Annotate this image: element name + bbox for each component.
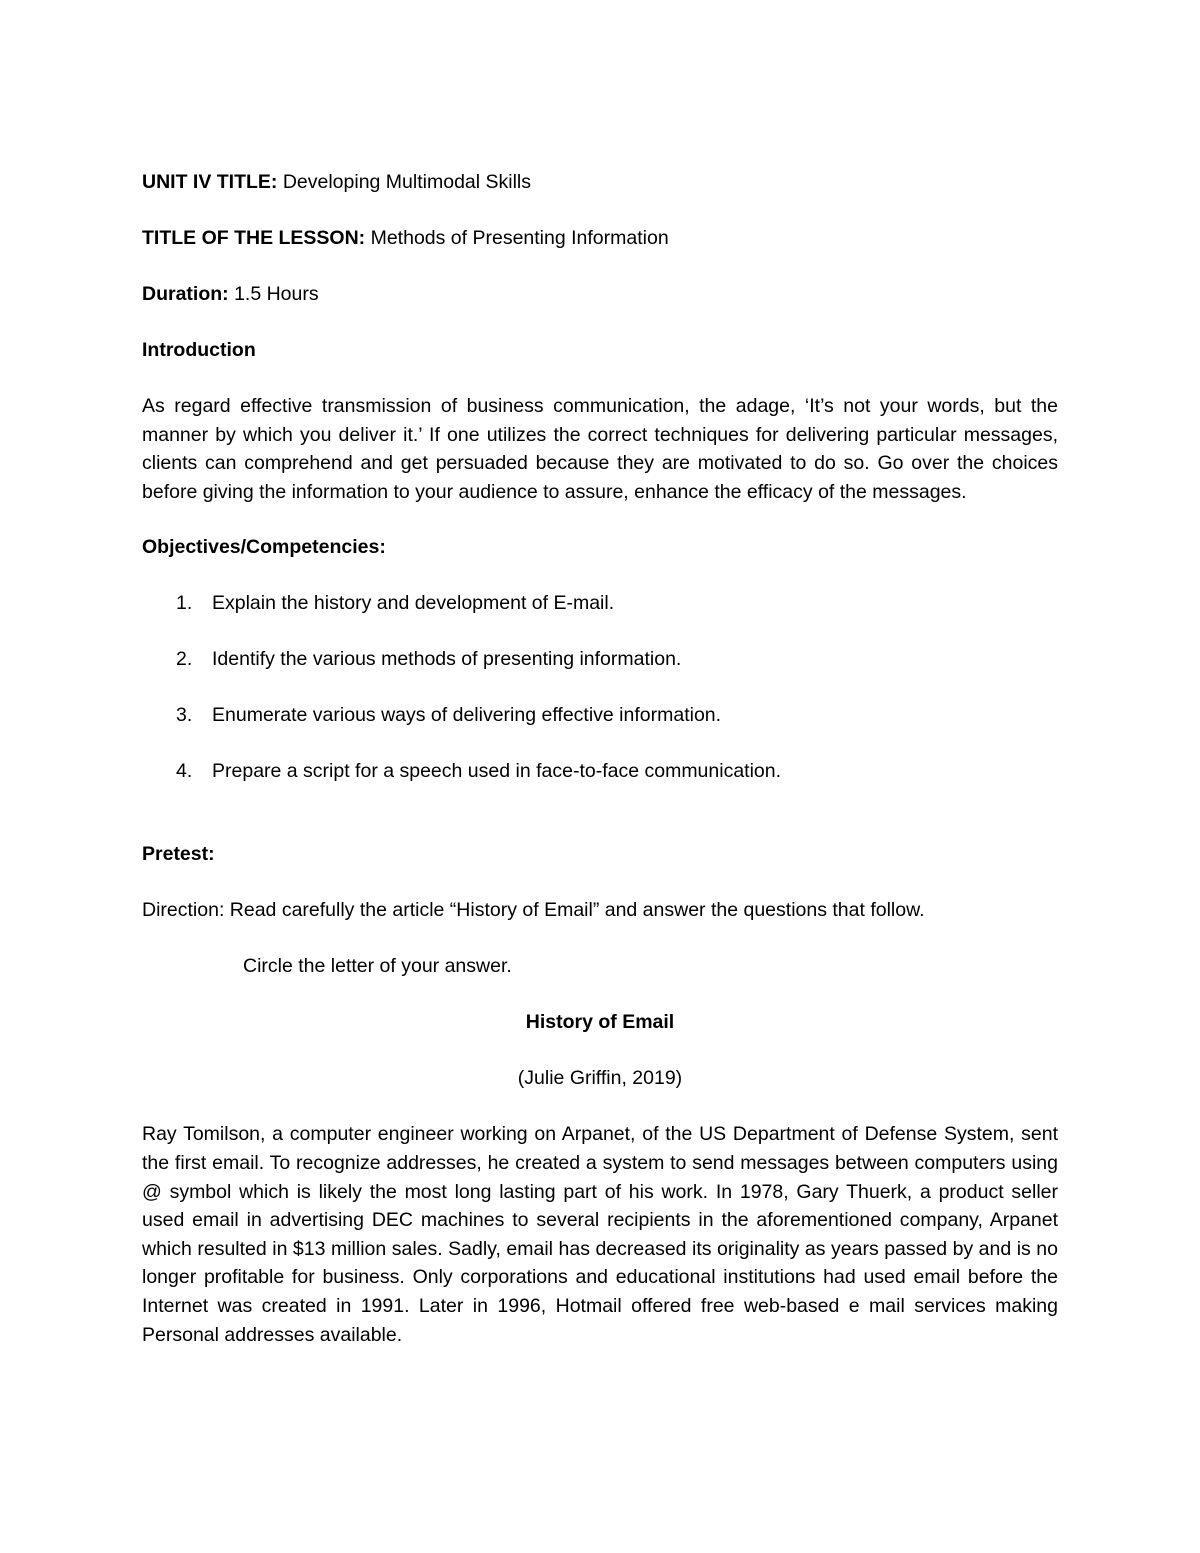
unit-title-value: Developing Multimodal Skills: [277, 171, 532, 193]
duration-label: Duration:: [142, 283, 229, 305]
pretest-instruction: Circle the letter of your answer.: [243, 955, 512, 978]
list-item: 1. Explain the history and development of E-mail.: [176, 592, 615, 615]
lesson-title-label: TITLE OF THE LESSON:: [142, 227, 366, 249]
introduction-heading: Introduction: [142, 339, 256, 361]
introduction-body: As regard effective transmission of business communication, the adage, ‘It’s not your words, but the manner by which you deliver it.’ If one utilizes the correct techniques for delivering particular messages, clients can comprehend and get persuaded because they are motivated to do so. Go over the choices before giving the information to your audience to assure, enhance the efficacy of the messages.: [142, 395, 1058, 503]
list-item: 4. Prepare a script for a speech used in face-to-face communication.: [176, 760, 782, 783]
article-title: History of Email: [525, 1011, 675, 1034]
document-page: [142, 168, 1058, 1349]
unit-title-label: UNIT IV TITLE:: [142, 171, 278, 193]
list-item: 3. Enumerate various ways of delivering effective information.: [176, 704, 722, 727]
objectives-heading: Objectives/Competencies:: [142, 536, 386, 559]
duration-line: [142, 280, 1058, 309]
lesson-title-value: Methods of Presenting Information: [365, 227, 669, 249]
objectives-list: [142, 589, 1058, 786]
pretest-heading: Pretest:: [142, 843, 215, 866]
lesson-title-line: [142, 224, 1058, 253]
unit-title-line: [142, 168, 1058, 197]
pretest-direction: Direction: Read carefully the article “History of Email” and answer the questions that follow.: [142, 899, 925, 922]
article-body: Ray Tomilson, a computer engineer working on Arpanet, of the US Department of Defense System, sent the first email. To recognize addresses, he created a system to send messages between computers using @ symbol which is likely the most long lasting part of his work. In 1978, Gary Thuerk, a product seller used email in advertising DEC machines to several recipients in the aforementioned company, Arpanet which resulted in $13 million sales. Sadly, email has decreased its originality as years passed by and is no longer profitable for business. Only corporations and educational institutions had used email before the Internet was created in 1991. Later in 1996, Hotmail offered free web-based e mail services making Personal addresses available.: [142, 1123, 1058, 1346]
duration-value: 1.5 Hours: [228, 283, 319, 305]
list-item: 2. Identify the various methods of presenting information.: [176, 648, 682, 671]
article-citation: (Julie Griffin, 2019): [517, 1067, 683, 1090]
